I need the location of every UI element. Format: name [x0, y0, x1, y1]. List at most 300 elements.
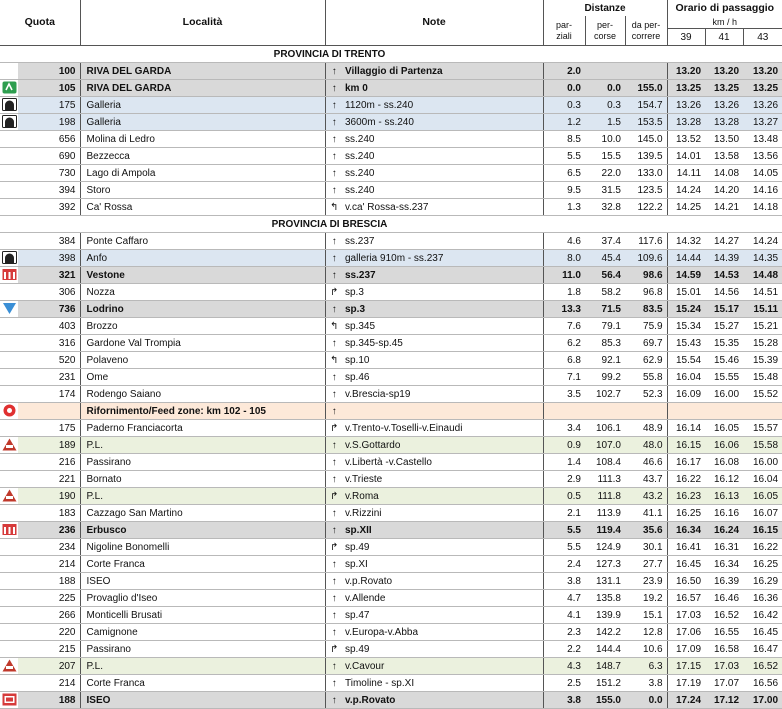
- cell-percorse: 113.9: [585, 505, 625, 522]
- cell-time-41: 16.39: [705, 573, 743, 590]
- cell-parziali: 4.7: [543, 590, 585, 607]
- cell-time-39: 14.44: [667, 250, 705, 267]
- cell-percorse: 102.7: [585, 386, 625, 403]
- cell-da-percorrere: 133.0: [625, 165, 667, 182]
- cell-quota: 175: [18, 420, 80, 437]
- cell-time-41: 15.55: [705, 369, 743, 386]
- cell-quota: 398: [18, 250, 80, 267]
- cell-percorse: 37.4: [585, 233, 625, 250]
- cell-note: v.S.Gottardo: [343, 437, 543, 454]
- timetable-row: [0, 505, 782, 522]
- timetable-row: [0, 556, 782, 573]
- cell-time-41: 16.08: [705, 454, 743, 471]
- section-filler: [543, 46, 782, 63]
- cell-time-39: 14.11: [667, 165, 705, 182]
- cell-da-percorrere: 43.2: [625, 488, 667, 505]
- cell-time-41: 16.12: [705, 471, 743, 488]
- cell-parziali: 2.4: [543, 556, 585, 573]
- cell-quota: 231: [18, 369, 80, 386]
- row-icon-cell: [0, 522, 18, 539]
- timetable-row: [0, 386, 782, 403]
- timetable-row: [0, 522, 782, 539]
- cell-quota: 188: [18, 573, 80, 590]
- cell-time-43: 16.56: [743, 675, 782, 692]
- cell-localita: RIVA DEL GARDA: [80, 80, 325, 97]
- cell-localita: Vestone: [80, 267, 325, 284]
- level-crossing-icon: [2, 440, 17, 451]
- timetable-row: [0, 420, 782, 437]
- cell-direction-arrow: ↑: [325, 471, 343, 488]
- cell-parziali: 3.4: [543, 420, 585, 437]
- cell-time-41: 16.31: [705, 539, 743, 556]
- cell-da-percorrere: 23.9: [625, 573, 667, 590]
- cell-time-43: 14.51: [743, 284, 782, 301]
- cell-direction-arrow: ↱: [325, 539, 343, 556]
- cell-quota: 216: [18, 454, 80, 471]
- row-icon-cell: [0, 97, 18, 114]
- cell-quota: 316: [18, 335, 80, 352]
- header-speed-43: 43: [743, 29, 782, 46]
- cell-localita: RIVA DEL GARDA: [80, 63, 325, 80]
- cell-localita: Corte Franca: [80, 675, 325, 692]
- cell-da-percorrere: 19.2: [625, 590, 667, 607]
- cell-da-percorrere: 155.0: [625, 80, 667, 97]
- cell-time-39: 16.14: [667, 420, 705, 437]
- cell-parziali: 9.5: [543, 182, 585, 199]
- cell-note: v.Cavour: [343, 658, 543, 675]
- cell-note: 3600m - ss.240: [343, 114, 543, 131]
- cell-time-39: 16.34: [667, 522, 705, 539]
- cell-direction-arrow: ↑: [325, 267, 343, 284]
- cell-direction-arrow: ↱: [325, 488, 343, 505]
- cell-localita: Brozzo: [80, 318, 325, 335]
- cell-da-percorrere: 0.0: [625, 692, 667, 709]
- cell-time-39: 16.50: [667, 573, 705, 590]
- timetable-row: [0, 165, 782, 182]
- cell-time-39: 13.28: [667, 114, 705, 131]
- cell-parziali: 3.8: [543, 692, 585, 709]
- cell-quota: 190: [18, 488, 80, 505]
- timetable-row: [0, 199, 782, 216]
- cell-da-percorrere: 6.3: [625, 658, 667, 675]
- cell-localita: P.L.: [80, 658, 325, 675]
- cell-time-43: 14.48: [743, 267, 782, 284]
- cell-parziali: 2.0: [543, 63, 585, 80]
- cell-da-percorrere: 15.1: [625, 607, 667, 624]
- cell-time-41: 15.17: [705, 301, 743, 318]
- cell-localita: Passirano: [80, 454, 325, 471]
- level-crossing-icon: [2, 661, 17, 672]
- cell-parziali: 4.3: [543, 658, 585, 675]
- cell-percorse: 106.1: [585, 420, 625, 437]
- cell-note: ss.240: [343, 131, 543, 148]
- cell-time-43: 16.52: [743, 658, 782, 675]
- cell-percorse: 22.0: [585, 165, 625, 182]
- tunnel-icon: [2, 100, 17, 111]
- row-icon-cell: [0, 539, 18, 556]
- cell-time-41: 13.28: [705, 114, 743, 131]
- row-icon-cell: [0, 692, 18, 709]
- cell-parziali: 6.8: [543, 352, 585, 369]
- cell-da-percorrere: 30.1: [625, 539, 667, 556]
- cell-note: sp.49: [343, 539, 543, 556]
- cell-time-43: 16.00: [743, 454, 782, 471]
- cell-parziali: 2.9: [543, 471, 585, 488]
- cell-da-percorrere: 122.2: [625, 199, 667, 216]
- cell-direction-arrow: ↑: [325, 573, 343, 590]
- cell-quota: 730: [18, 165, 80, 182]
- cell-note: sp.10: [343, 352, 543, 369]
- cell-time-39: 16.17: [667, 454, 705, 471]
- cell-note: v.Trieste: [343, 471, 543, 488]
- cell-time-39: 16.09: [667, 386, 705, 403]
- timetable-row: [0, 301, 782, 318]
- cell-note: ss.237: [343, 267, 543, 284]
- cell-percorse: 85.3: [585, 335, 625, 352]
- tunnel-icon: [2, 253, 17, 264]
- cell-quota: 403: [18, 318, 80, 335]
- cell-note: [343, 403, 543, 420]
- cell-parziali: 0.5: [543, 488, 585, 505]
- cell-note: v.Roma: [343, 488, 543, 505]
- cell-note: v.p.Rovato: [343, 692, 543, 709]
- cell-quota: 520: [18, 352, 80, 369]
- cell-time-41: 13.25: [705, 80, 743, 97]
- cell-localita: Nozza: [80, 284, 325, 301]
- timetable-row: [0, 267, 782, 284]
- cell-parziali: 4.1: [543, 607, 585, 624]
- cell-time-43: 13.56: [743, 148, 782, 165]
- cell-note: Villaggio di Partenza: [343, 63, 543, 80]
- row-icon-cell: [0, 505, 18, 522]
- cell-parziali: 2.5: [543, 675, 585, 692]
- cell-time-43: 14.24: [743, 233, 782, 250]
- header-da-percorrere: da per- correre: [625, 16, 667, 46]
- cell-localita: Passirano: [80, 641, 325, 658]
- cell-da-percorrere: 98.6: [625, 267, 667, 284]
- cell-da-percorrere: 3.8: [625, 675, 667, 692]
- cell-percorse: 31.5: [585, 182, 625, 199]
- cell-da-percorrere: 123.5: [625, 182, 667, 199]
- cell-time-39: 17.19: [667, 675, 705, 692]
- cell-localita: Polaveno: [80, 352, 325, 369]
- cell-percorse: [585, 403, 625, 420]
- cell-note: sp.XII: [343, 522, 543, 539]
- cell-localita: Paderno Franciacorta: [80, 420, 325, 437]
- header-distanze: Distanze: [543, 0, 667, 16]
- cell-percorse: 139.9: [585, 607, 625, 624]
- cell-quota: 183: [18, 505, 80, 522]
- cell-parziali: 0.0: [543, 80, 585, 97]
- cell-time-39: 17.24: [667, 692, 705, 709]
- cell-parziali: [543, 403, 585, 420]
- cell-localita: Cazzago San Martino: [80, 505, 325, 522]
- cell-note: 1120m - ss.240: [343, 97, 543, 114]
- row-icon-cell: [0, 488, 18, 505]
- cell-quota: 690: [18, 148, 80, 165]
- cell-parziali: 4.6: [543, 233, 585, 250]
- timetable-row: [0, 658, 782, 675]
- cell-time-39: 17.06: [667, 624, 705, 641]
- cell-time-39: 15.24: [667, 301, 705, 318]
- timetable-body: [0, 46, 782, 709]
- cell-time-43: 14.05: [743, 165, 782, 182]
- province-section-label: PROVINCIA DI BRESCIA: [0, 216, 543, 233]
- cell-time-43: 16.04: [743, 471, 782, 488]
- cell-da-percorrere: 48.9: [625, 420, 667, 437]
- header-speed-41: 41: [705, 29, 743, 46]
- cell-direction-arrow: ↑: [325, 63, 343, 80]
- cell-time-43: 16.45: [743, 624, 782, 641]
- cell-note: v.p.Rovato: [343, 573, 543, 590]
- cell-percorse: 71.5: [585, 301, 625, 318]
- cell-time-43: 16.29: [743, 573, 782, 590]
- row-icon-cell: [0, 590, 18, 607]
- cell-direction-arrow: ↰: [325, 318, 343, 335]
- cell-time-41: 14.56: [705, 284, 743, 301]
- cell-parziali: 1.3: [543, 199, 585, 216]
- cell-time-43: 13.20: [743, 63, 782, 80]
- row-icon-cell: [0, 607, 18, 624]
- cell-direction-arrow: ↑: [325, 165, 343, 182]
- cell-time-41: 14.39: [705, 250, 743, 267]
- cell-time-41: 16.00: [705, 386, 743, 403]
- cell-quota: 225: [18, 590, 80, 607]
- cell-time-43: 15.48: [743, 369, 782, 386]
- cell-quota: 220: [18, 624, 80, 641]
- cell-note: v.Libertà -v.Castello: [343, 454, 543, 471]
- row-icon-cell: [0, 369, 18, 386]
- timetable-row: [0, 80, 782, 97]
- cell-time-41: [705, 403, 743, 420]
- header-parziali: par- ziali: [543, 16, 585, 46]
- cell-quota: 215: [18, 641, 80, 658]
- cell-quota: 394: [18, 182, 80, 199]
- cell-parziali: 5.5: [543, 522, 585, 539]
- cell-direction-arrow: ↑: [325, 556, 343, 573]
- cell-percorse: 92.1: [585, 352, 625, 369]
- cell-note: v.Rizzini: [343, 505, 543, 522]
- cell-direction-arrow: ↑: [325, 80, 343, 97]
- cell-quota: 214: [18, 556, 80, 573]
- cell-percorse: 131.1: [585, 573, 625, 590]
- cell-da-percorrere: 46.6: [625, 454, 667, 471]
- cell-percorse: 148.7: [585, 658, 625, 675]
- cell-time-41: 16.24: [705, 522, 743, 539]
- cell-time-39: 16.45: [667, 556, 705, 573]
- cell-direction-arrow: ↑: [325, 131, 343, 148]
- row-icon-cell: [0, 573, 18, 590]
- cell-time-41: 16.58: [705, 641, 743, 658]
- start-flag-icon: [2, 83, 17, 94]
- cell-time-39: 17.03: [667, 607, 705, 624]
- cell-direction-arrow: ↱: [325, 641, 343, 658]
- cell-da-percorrere: 153.5: [625, 114, 667, 131]
- cell-time-43: 15.57: [743, 420, 782, 437]
- cell-direction-arrow: ↑: [325, 590, 343, 607]
- cell-quota: 207: [18, 658, 80, 675]
- cell-localita: ISEO: [80, 573, 325, 590]
- cell-note: ss.240: [343, 148, 543, 165]
- row-icon-cell: [0, 148, 18, 165]
- cell-note: sp.49: [343, 641, 543, 658]
- cell-localita: Bornato: [80, 471, 325, 488]
- cell-time-41: 14.08: [705, 165, 743, 182]
- cell-time-41: 16.46: [705, 590, 743, 607]
- cell-time-43: 14.35: [743, 250, 782, 267]
- cell-note: sp.XI: [343, 556, 543, 573]
- cell-quota: 175: [18, 97, 80, 114]
- cell-parziali: 13.3: [543, 301, 585, 318]
- cell-direction-arrow: ↑: [325, 148, 343, 165]
- sprint-banner-icon: [2, 270, 17, 281]
- cell-note: sp.3: [343, 284, 543, 301]
- cell-parziali: 7.6: [543, 318, 585, 335]
- cell-percorse: 15.5: [585, 148, 625, 165]
- cell-da-percorrere: 75.9: [625, 318, 667, 335]
- cell-direction-arrow: ↱: [325, 284, 343, 301]
- cell-da-percorrere: 83.5: [625, 301, 667, 318]
- cell-quota: 214: [18, 675, 80, 692]
- cell-parziali: 5.5: [543, 539, 585, 556]
- timetable-row: [0, 148, 782, 165]
- row-icon-cell: [0, 250, 18, 267]
- cell-time-39: 15.54: [667, 352, 705, 369]
- cell-direction-arrow: ↑: [325, 522, 343, 539]
- timetable-row: [0, 233, 782, 250]
- timetable-row: [0, 97, 782, 114]
- cell-time-39: 15.01: [667, 284, 705, 301]
- cell-percorse: [585, 63, 625, 80]
- row-icon-cell: [0, 199, 18, 216]
- cell-da-percorrere: 117.6: [625, 233, 667, 250]
- cell-time-41: 17.03: [705, 658, 743, 675]
- cell-localita: Lodrino: [80, 301, 325, 318]
- cell-direction-arrow: ↑: [325, 114, 343, 131]
- cell-time-41: 15.35: [705, 335, 743, 352]
- cell-quota: 236: [18, 522, 80, 539]
- cell-percorse: 108.4: [585, 454, 625, 471]
- timetable-row: [0, 284, 782, 301]
- timetable-row: [0, 250, 782, 267]
- cell-time-43: 16.25: [743, 556, 782, 573]
- cell-time-41: 14.53: [705, 267, 743, 284]
- cell-time-43: [743, 403, 782, 420]
- cell-time-43: 15.11: [743, 301, 782, 318]
- cell-note: ss.237: [343, 233, 543, 250]
- cell-time-39: 13.26: [667, 97, 705, 114]
- cell-time-43: 16.05: [743, 488, 782, 505]
- timetable-row: [0, 63, 782, 80]
- cell-direction-arrow: ↰: [325, 199, 343, 216]
- row-icon-cell: [0, 233, 18, 250]
- row-icon-cell: [0, 267, 18, 284]
- sprint-banner-icon: [2, 525, 17, 536]
- cell-parziali: 6.5: [543, 165, 585, 182]
- timetable-row: [0, 369, 782, 386]
- header-note: Note: [325, 0, 543, 46]
- cell-quota: 384: [18, 233, 80, 250]
- cell-time-41: 16.13: [705, 488, 743, 505]
- timetable-row: [0, 335, 782, 352]
- cell-time-39: 14.32: [667, 233, 705, 250]
- cell-localita: Ca' Rossa: [80, 199, 325, 216]
- cell-percorse: 32.8: [585, 199, 625, 216]
- cell-da-percorrere: 62.9: [625, 352, 667, 369]
- cell-direction-arrow: ↑: [325, 369, 343, 386]
- level-crossing-icon: [2, 491, 17, 502]
- cell-time-39: 14.25: [667, 199, 705, 216]
- cell-time-39: 17.15: [667, 658, 705, 675]
- cell-time-43: 16.36: [743, 590, 782, 607]
- timetable-row: [0, 675, 782, 692]
- cell-localita: Ponte Caffaro: [80, 233, 325, 250]
- cell-direction-arrow: ↑: [325, 437, 343, 454]
- cell-time-41: 14.27: [705, 233, 743, 250]
- cell-note: v.Trento-v.Toselli-v.Einaudi: [343, 420, 543, 437]
- cell-direction-arrow: ↱: [325, 420, 343, 437]
- cell-time-43: 14.16: [743, 182, 782, 199]
- cell-da-percorrere: 139.5: [625, 148, 667, 165]
- row-icon-cell: [0, 335, 18, 352]
- cell-percorse: 135.8: [585, 590, 625, 607]
- cell-parziali: 2.1: [543, 505, 585, 522]
- cell-localita: P.L.: [80, 488, 325, 505]
- cell-note: sp.3: [343, 301, 543, 318]
- cell-time-39: 13.20: [667, 63, 705, 80]
- mountain-prize-icon: [2, 304, 17, 315]
- row-icon-cell: [0, 114, 18, 131]
- row-icon-cell: [0, 675, 18, 692]
- cell-note: sp.345-sp.45: [343, 335, 543, 352]
- row-icon-cell: [0, 437, 18, 454]
- cell-time-41: 13.20: [705, 63, 743, 80]
- cell-time-43: 16.07: [743, 505, 782, 522]
- cell-percorse: 99.2: [585, 369, 625, 386]
- cell-parziali: 6.2: [543, 335, 585, 352]
- cell-localita: Corte Franca: [80, 556, 325, 573]
- cell-note: sp.47: [343, 607, 543, 624]
- cell-time-41: 13.58: [705, 148, 743, 165]
- cell-quota: 188: [18, 692, 80, 709]
- header-percorse: per- corse: [585, 16, 625, 46]
- cell-da-percorrere: 96.8: [625, 284, 667, 301]
- cell-localita: Bezzecca: [80, 148, 325, 165]
- cell-da-percorrere: 154.7: [625, 97, 667, 114]
- timetable-row: [0, 437, 782, 454]
- timetable-row: [0, 114, 782, 131]
- cell-da-percorrere: [625, 63, 667, 80]
- cell-percorse: 142.2: [585, 624, 625, 641]
- timetable-row: [0, 182, 782, 199]
- row-icon-cell: [0, 182, 18, 199]
- cell-localita: Erbusco: [80, 522, 325, 539]
- timetable-row: [0, 607, 782, 624]
- cell-direction-arrow: ↑: [325, 97, 343, 114]
- cell-localita: ISEO: [80, 692, 325, 709]
- cell-time-39: 16.22: [667, 471, 705, 488]
- cell-percorse: 45.4: [585, 250, 625, 267]
- cell-direction-arrow: ↑: [325, 250, 343, 267]
- cell-time-41: 15.46: [705, 352, 743, 369]
- cell-note: km 0: [343, 80, 543, 97]
- cell-direction-arrow: ↑: [325, 658, 343, 675]
- cell-percorse: 111.8: [585, 488, 625, 505]
- cell-note: ss.240: [343, 165, 543, 182]
- timetable-row: [0, 454, 782, 471]
- timetable-row: [0, 471, 782, 488]
- cell-direction-arrow: ↑: [325, 233, 343, 250]
